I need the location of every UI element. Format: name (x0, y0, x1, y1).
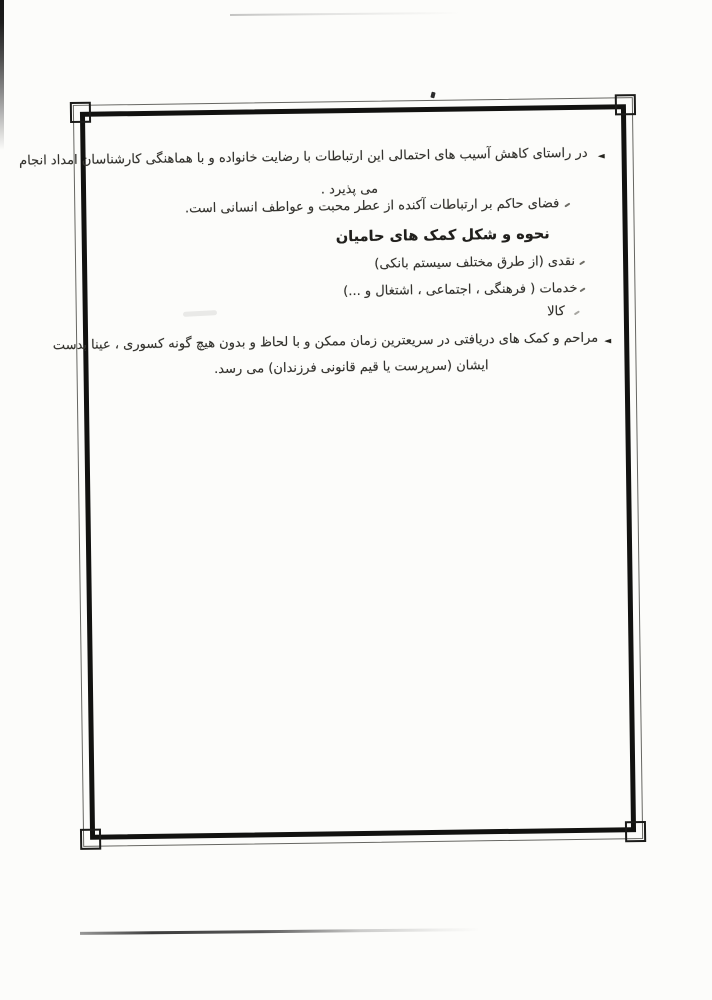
document-sheet (19, 97, 643, 847)
list-item-services: خدمات ( فرهنگی ، اجتماعی ، اشتغال و ...) (343, 280, 578, 300)
paragraph-2: فضای حاکم بر ارتباطات آکنده از عطر محبت و عواطف انسانی است. (184, 196, 560, 217)
scan-artifact-speck (430, 92, 435, 99)
section-heading: نحوه و شکل کمک های حامیان (335, 226, 550, 246)
paragraph-1-line-1: در راستای کاهش آسیب های احتمالی این ارتباطات با رضایت خانواده و با هماهنگی کارشناسان امداد انجام (19, 145, 588, 169)
list-item-cash: نقدی (از طرق مختلف سیستم بانکی) (374, 253, 576, 272)
corner-ornament-bottom-left (80, 829, 101, 850)
list-item-goods: کالا (547, 304, 565, 320)
scan-artifact-left-edge (0, 0, 4, 150)
page-border-inner (80, 104, 636, 840)
paragraph-3-line-2: ایشان (سرپرست یا قیم قانونی فرزندان) می رسد. (213, 358, 489, 377)
corner-ornament-bottom-right (625, 821, 646, 842)
paragraph-1-line-2: می پذیرد . (320, 181, 379, 198)
scan-artifact-bottom-line (80, 928, 480, 934)
bullet-arrow-icon: ◄ (597, 151, 605, 162)
corner-ornament-top-left (70, 102, 91, 123)
corner-ornament-top-right (615, 94, 636, 115)
scan-artifact-top-streak (230, 12, 460, 16)
bullet-arrow-icon: ◄ (604, 336, 612, 347)
paragraph-3-line-1: مراحم و کمک های دریافتی در سریعترین زمان ممکن و با لحاظ و بدون هیچ گونه کسوری ، عینا بدست (52, 330, 599, 354)
